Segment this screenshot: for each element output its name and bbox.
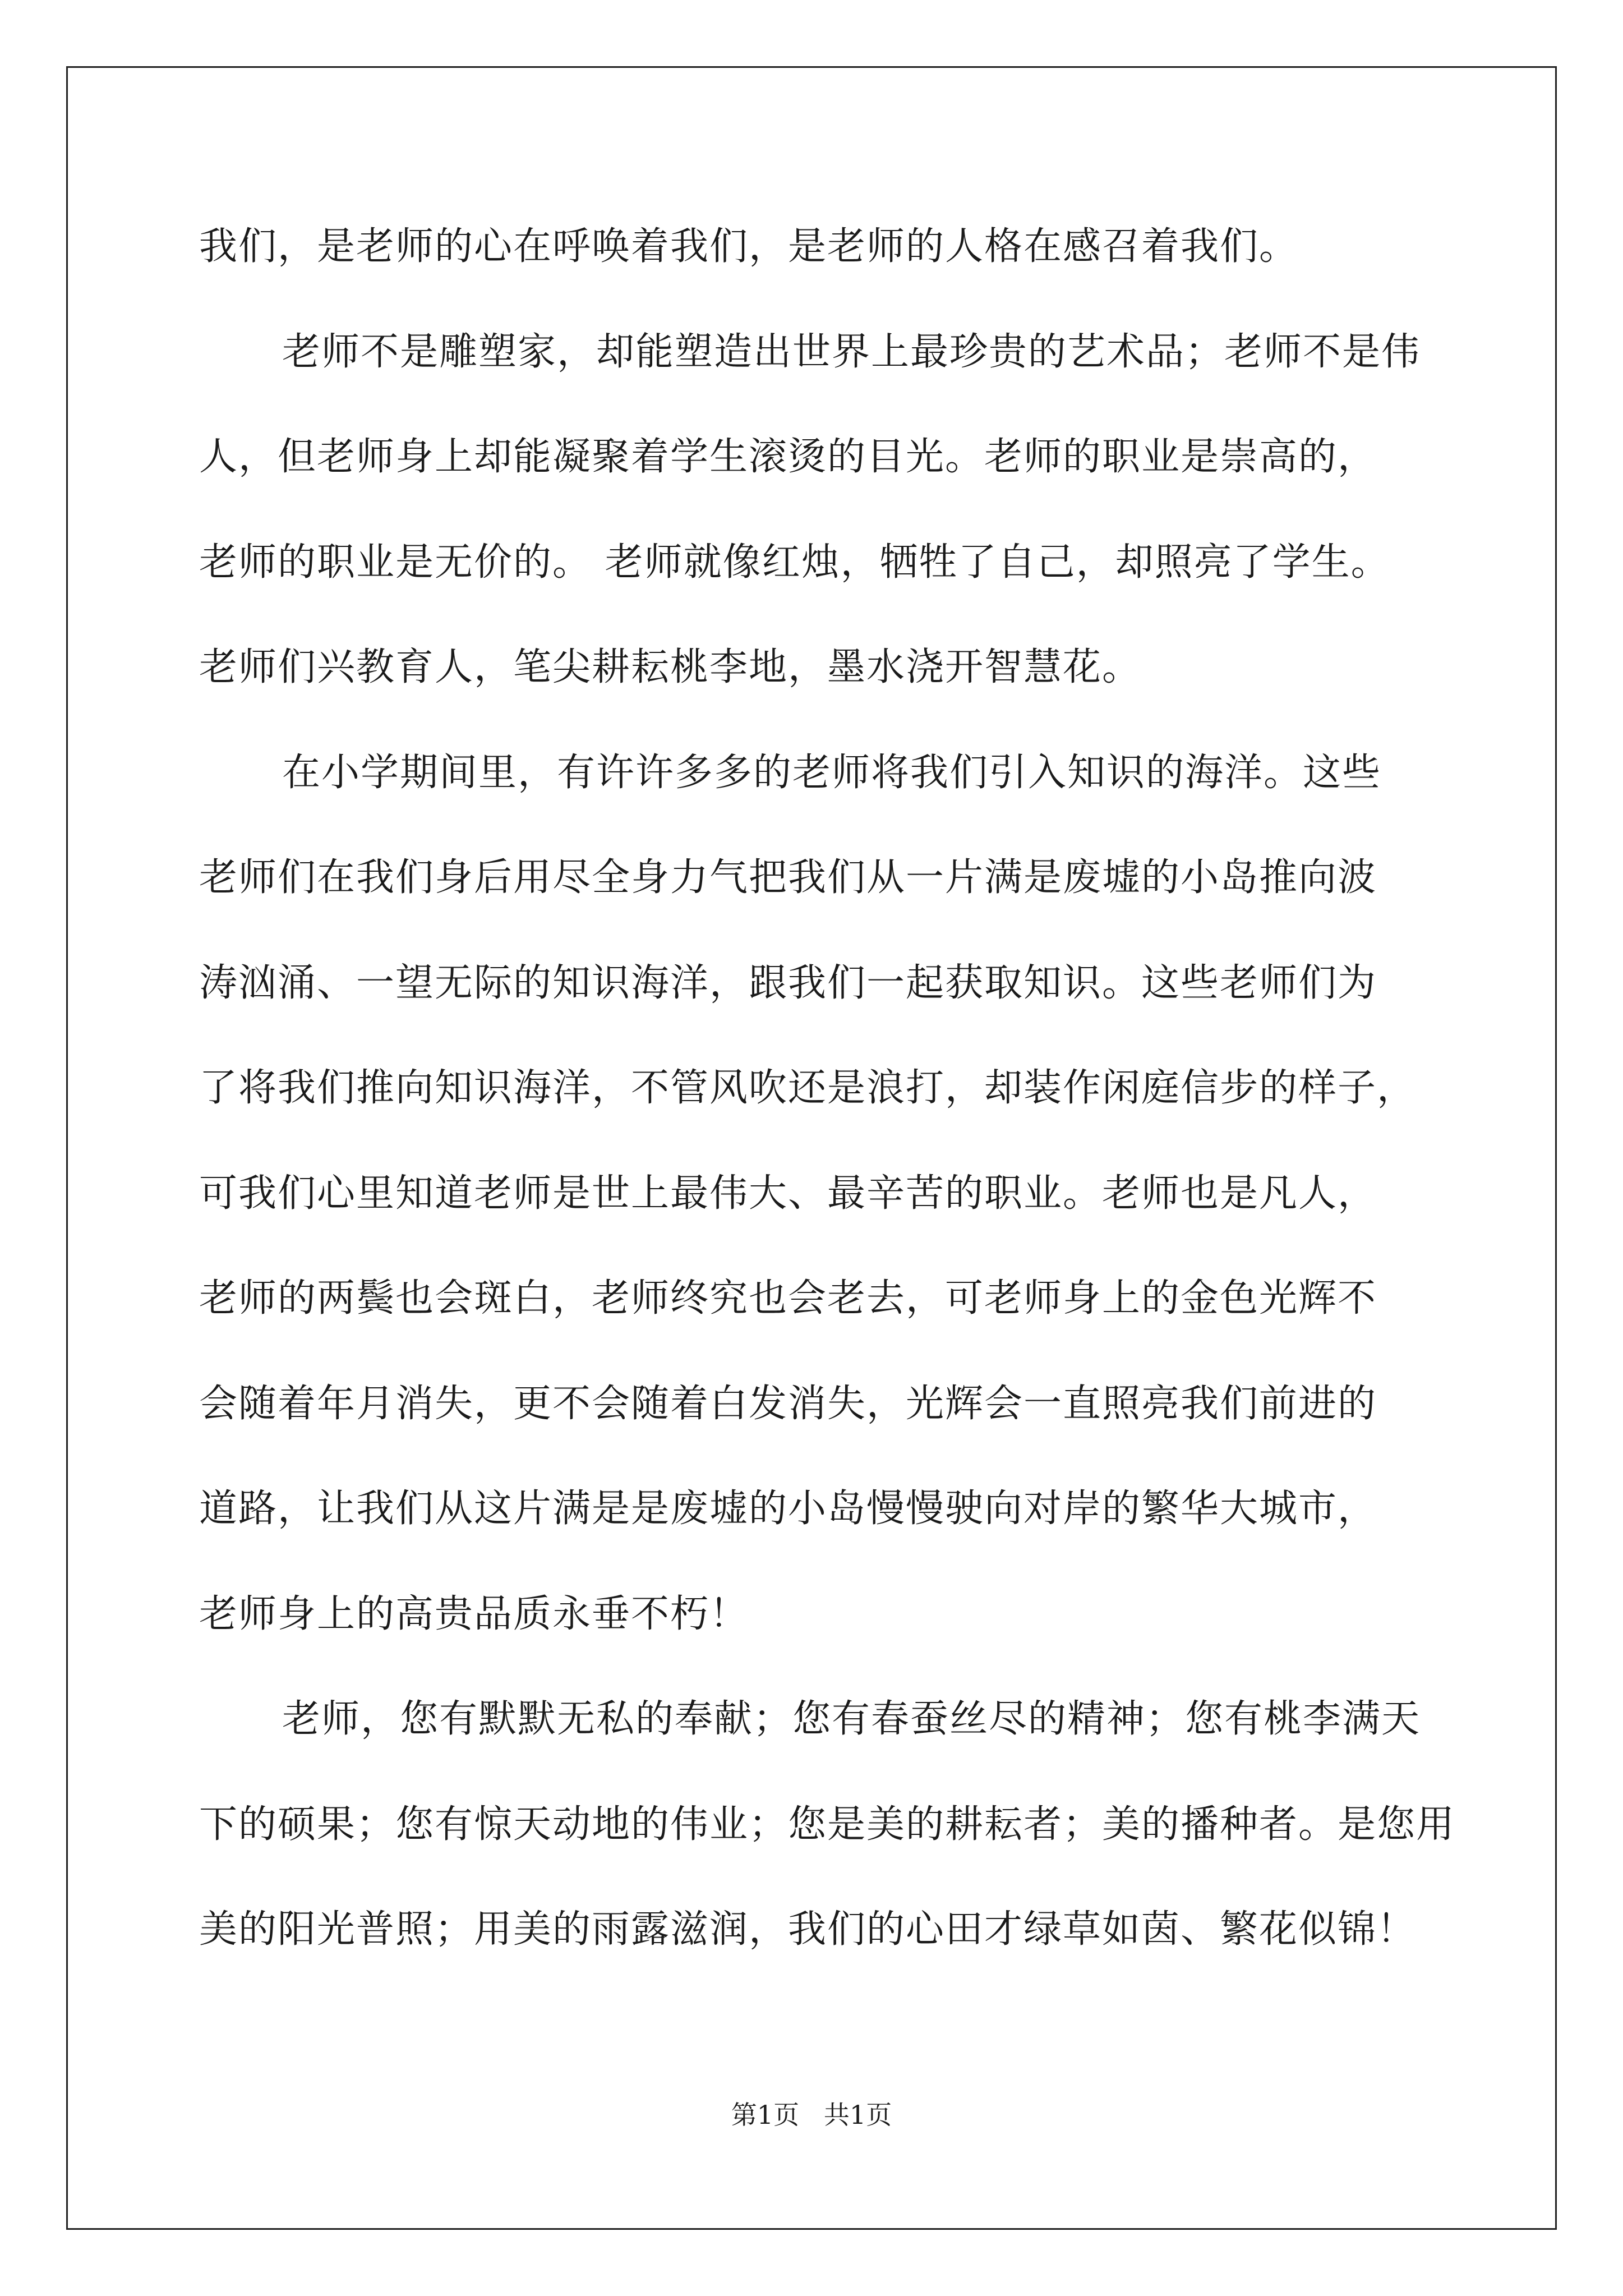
paragraph-line: 老师的职业是无价的。 老师就像红烛，牺牲了自己，却照亮了学生。 bbox=[199, 540, 1390, 585]
paragraph-line: 在小学期间里，有许许多多的老师将我们引入知识的海洋。这些 bbox=[282, 750, 1382, 795]
paragraph-line: 老师，您有默默无私的奉献；您有春蚕丝尽的精神；您有桃李满天 bbox=[282, 1697, 1421, 1741]
document-body bbox=[199, 205, 1461, 1993]
paragraph-line: 老师们在我们身后用尽全身力气把我们从一片满是废墟的小岛推向波 bbox=[199, 855, 1377, 900]
paragraph-line: 人，但老师身上却能凝聚着学生滚烫的目光。老师的职业是崇高的， bbox=[199, 435, 1377, 479]
paragraph-line: 我们，是老师的心在呼唤着我们，是老师的人格在感召着我们。 bbox=[199, 224, 1299, 269]
paragraph-line: 会随着年月消失，更不会随着白发消失，光辉会一直照亮我们前进的 bbox=[199, 1381, 1377, 1426]
paragraph-line: 了将我们推向知识海洋，不管风吹还是浪打，却装作闲庭信步的样子， bbox=[199, 1066, 1417, 1110]
paragraph-line: 老师们兴教育人，笔尖耕耘桃李地，墨水浇开智慧花。 bbox=[199, 645, 1142, 689]
paragraph-line: 老师身上的高贵品质永垂不朽！ bbox=[199, 1591, 749, 1636]
paragraph-line: 老师的两鬓也会斑白，老师终究也会老去，可老师身上的金色光辉不 bbox=[199, 1276, 1377, 1320]
paragraph-line: 道路，让我们从这片满是是废墟的小岛慢慢驶向对岸的繁华大城市， bbox=[199, 1487, 1377, 1531]
paragraph-line: 下的硕果；您有惊天动地的伟业；您是美的耕耘者；美的播种者。是您用 bbox=[199, 1802, 1456, 1847]
paragraph-line: 老师不是雕塑家，却能塑造出世界上最珍贵的艺术品；老师不是伟 bbox=[282, 329, 1421, 374]
page-number-footer: 第1页 共1页 bbox=[731, 2100, 892, 2130]
paragraph-line: 可我们心里知道老师是世上最伟大、最辛苦的职业。老师也是凡人， bbox=[199, 1171, 1377, 1216]
paragraph-line: 美的阳光普照；用美的雨露滋润，我们的心田才绿草如茵、繁花似锦！ bbox=[199, 1907, 1417, 1952]
paragraph-line: 涛汹涌、一望无际的知识海洋，跟我们一起获取知识。这些老师们为 bbox=[199, 960, 1377, 1005]
